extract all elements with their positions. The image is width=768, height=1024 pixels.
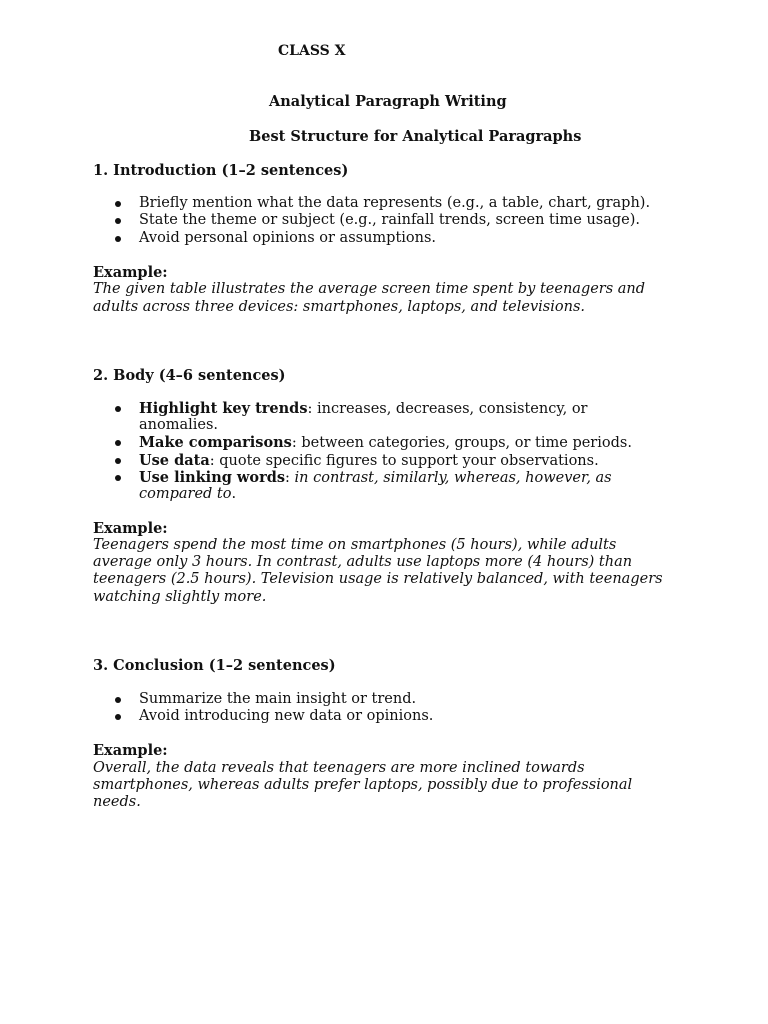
section-heading-introduction: 1. Introduction (1–2 sentences) (93, 162, 349, 179)
list-item-italic-text: compared to (139, 486, 232, 502)
section-heading-conclusion: 3. Conclusion (1–2 sentences) (93, 657, 336, 674)
example-label: Example: (93, 264, 168, 281)
list-item: Briefly mention what the data represents (e.g., a table, chart, graph). (139, 195, 651, 211)
list-item-continuation: anomalies. (139, 417, 219, 433)
list-item: Avoid personal opinions or assumptions. (139, 230, 437, 246)
example-text-line: Teenagers spend the most time on smartphones (5 hours), while adults (93, 537, 617, 553)
list-item-keyword: Highlight key trends (139, 400, 308, 417)
list-item: Summarize the main insight or trend. (139, 691, 417, 707)
list-item-keyword: Use linking words (139, 469, 286, 486)
document-title: Analytical Paragraph Writing (269, 93, 507, 110)
list-item-text: : increases, decreases, consistency, or (307, 401, 588, 417)
list-item: Avoid introducing new data or opinions. (139, 708, 434, 724)
bullet-dot (115, 475, 121, 481)
example-text-line: watching slightly more. (93, 589, 267, 605)
bullet-dot (115, 218, 121, 224)
example-label: Example: (93, 520, 168, 537)
list-item (139, 400, 587, 419)
example-text-line: needs. (93, 794, 141, 810)
bullet-dot (115, 440, 121, 446)
example-text-line: The given table illustrates the average screen time spent by teenagers and (93, 281, 646, 297)
list-item (139, 452, 599, 471)
document-subtitle: Best Structure for Analytical Paragraphs (249, 128, 582, 145)
example-text-line: adults across three devices: smartphones, laptops, and televisions. (93, 299, 586, 315)
list-item-continuation (139, 486, 236, 504)
list-item (139, 434, 632, 453)
list-item (139, 469, 612, 488)
example-label: Example: (93, 742, 168, 759)
bullet-dot (115, 714, 121, 720)
list-item: State the theme or subject (e.g., rainfall trends, screen time usage). (139, 212, 641, 228)
list-item-text: : between categories, groups, or time periods. (291, 435, 632, 451)
list-item-text: : quote specific figures to support your observations. (209, 453, 599, 469)
example-text-line: teenagers (2.5 hours). Television usage is relatively balanced, with teenagers (93, 571, 663, 587)
list-item-italic-text: in contrast, similarly, whereas, however, as (294, 470, 612, 486)
bullet-dot (115, 406, 121, 412)
section-heading-body: 2. Body (4–6 sentences) (93, 367, 286, 384)
bullet-dot (115, 201, 121, 207)
example-text-line: Overall, the data reveals that teenagers are more inclined towards (93, 760, 585, 776)
list-item-keyword: Use data (139, 452, 210, 469)
example-text-line: average only 3 hours. In contrast, adults use laptops more (4 hours) than (93, 554, 633, 570)
example-text-line: smartphones, whereas adults prefer laptops, possibly due to professional (93, 777, 633, 793)
class-label: CLASS X (278, 43, 346, 59)
bullet-dot (115, 697, 121, 703)
list-item-text: . (231, 486, 237, 502)
list-item-text: : (285, 470, 295, 486)
bullet-dot (115, 458, 121, 464)
list-item-keyword: Make comparisons (139, 434, 292, 451)
bullet-dot (115, 236, 121, 242)
